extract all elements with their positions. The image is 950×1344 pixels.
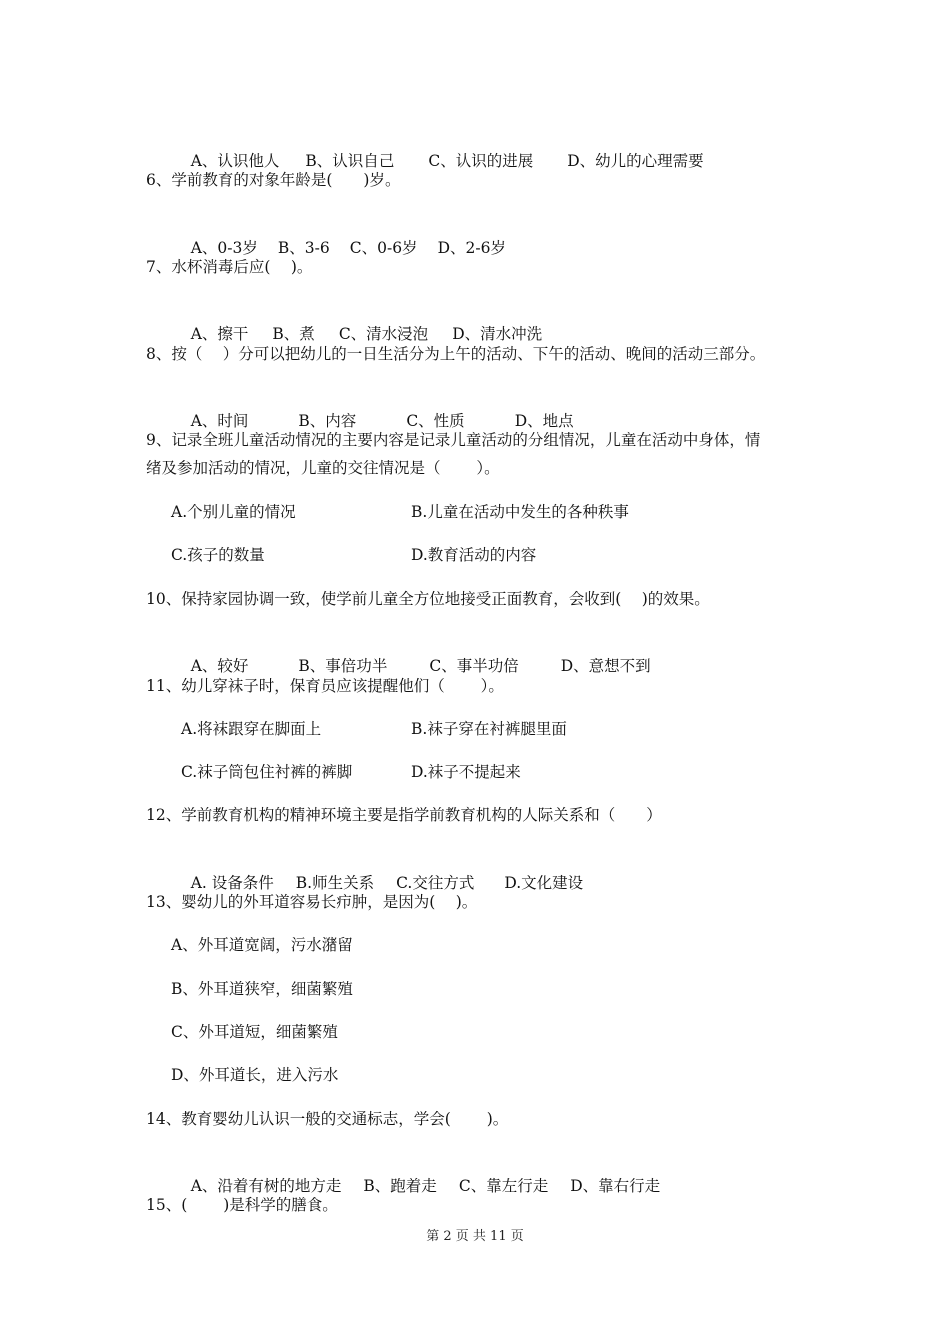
q11-option-c: C.袜子筒包住衬裤的裤脚 [181, 763, 353, 781]
q8-option-c: C、性质 [406, 412, 465, 430]
q8-option-b: B、内容 [298, 412, 357, 430]
q12-option-d: D.文化建设 [504, 874, 584, 892]
q9-stem-line-2: 绪及参加活动的情况，儿童的交往情况是（ ）。 [146, 459, 500, 477]
q5-option-c: C、认识的进展 [428, 152, 534, 170]
page-number-footer: 第 2 页 共 11 页 [426, 1229, 524, 1244]
q14-stem: 14、教育婴幼儿认识一般的交通标志，学会( )。 [146, 1110, 509, 1128]
q6-option-a: A、0-3岁 [190, 239, 258, 257]
q9-option-c: C.孩子的数量 [171, 546, 265, 564]
q7-options [171, 298, 543, 343]
q13-option-a: A、外耳道宽阔，污水潴留 [171, 936, 353, 954]
q12-option-a: A. 设备条件 [190, 874, 274, 892]
q14-options [171, 1150, 661, 1195]
q8-stem: 8、按（ ）分可以把幼儿的一日生活分为上午的活动、下午的活动、晚间的活动三部分。 [146, 345, 766, 363]
q9-stem-line-1: 9、记录全班儿童活动情况的主要内容是记录儿童活动的分组情况，儿童在活动中身体，情 [146, 431, 761, 449]
q10-option-d: D、意想不到 [560, 657, 651, 675]
q14-option-c: C、靠左行走 [458, 1177, 549, 1195]
q12-option-c: C.交往方式 [396, 874, 475, 892]
q10-option-a: A、较好 [190, 657, 249, 675]
q5-option-a: A、认识他人 [190, 152, 280, 170]
q6-option-d: D、2-6岁 [437, 239, 506, 257]
q10-option-c: C、事半功倍 [429, 657, 519, 675]
q5-options [171, 125, 704, 170]
q7-stem: 7、水杯消毒后应( )。 [146, 258, 313, 276]
q14-option-a: A、沿着有树的地方走 [190, 1177, 342, 1195]
q8-option-a: A、时间 [190, 412, 249, 430]
q14-option-b: B、跑着走 [363, 1177, 437, 1195]
q7-option-c: C、清水浸泡 [338, 325, 429, 343]
q12-options [171, 847, 584, 892]
q11-option-d: D.袜子不提起来 [411, 763, 521, 781]
q7-option-b: B、煮 [272, 325, 315, 343]
q13-option-d: D、外耳道长，进入污水 [171, 1066, 339, 1084]
q12-stem: 12、学前教育机构的精神环境主要是指学前教育机构的人际关系和（ ） [146, 806, 662, 824]
q11-option-b: B.袜子穿在衬裤腿里面 [411, 720, 567, 738]
q11-option-a: A.将袜跟穿在脚面上 [181, 720, 322, 738]
q6-options [171, 212, 506, 257]
q13-stem: 13、婴幼儿的外耳道容易长疖肿，是因为( )。 [146, 893, 478, 911]
q10-option-b: B、事倍功半 [298, 657, 388, 675]
q7-option-a: A、擦干 [190, 325, 249, 343]
q11-stem: 11、幼儿穿袜子时，保育员应该提醒他们（ ）。 [146, 677, 504, 695]
q8-option-d: D、地点 [514, 412, 574, 430]
q6-stem: 6、学前教育的对象年龄是( )岁。 [146, 171, 401, 189]
q7-option-d: D、清水冲洗 [452, 325, 543, 343]
q8-options [171, 385, 574, 430]
q6-option-b: B、3-6 [277, 239, 330, 257]
q5-option-b: B、认识自己 [305, 152, 395, 170]
q15-stem: 15、( )是科学的膳食。 [146, 1196, 338, 1214]
q14-option-d: D、靠右行走 [570, 1177, 661, 1195]
q13-option-c: C、外耳道短，细菌繁殖 [171, 1023, 338, 1041]
q12-option-b: B.师生关系 [295, 874, 375, 892]
q9-option-a: A.个别儿童的情况 [171, 503, 296, 521]
q9-option-b: B.儿童在活动中发生的各种秩事 [411, 503, 629, 521]
q10-stem: 10、保持家园协调一致，使学前儿童全方位地接受正面教育，会收到( )的效果。 [146, 590, 710, 608]
q6-option-c: C、0-6岁 [349, 239, 418, 257]
q10-options [171, 630, 651, 675]
q13-option-b: B、外耳道狭窄，细菌繁殖 [171, 980, 353, 998]
q5-option-d: D、幼儿的心理需要 [567, 152, 704, 170]
q9-option-d: D.教育活动的内容 [411, 546, 537, 564]
